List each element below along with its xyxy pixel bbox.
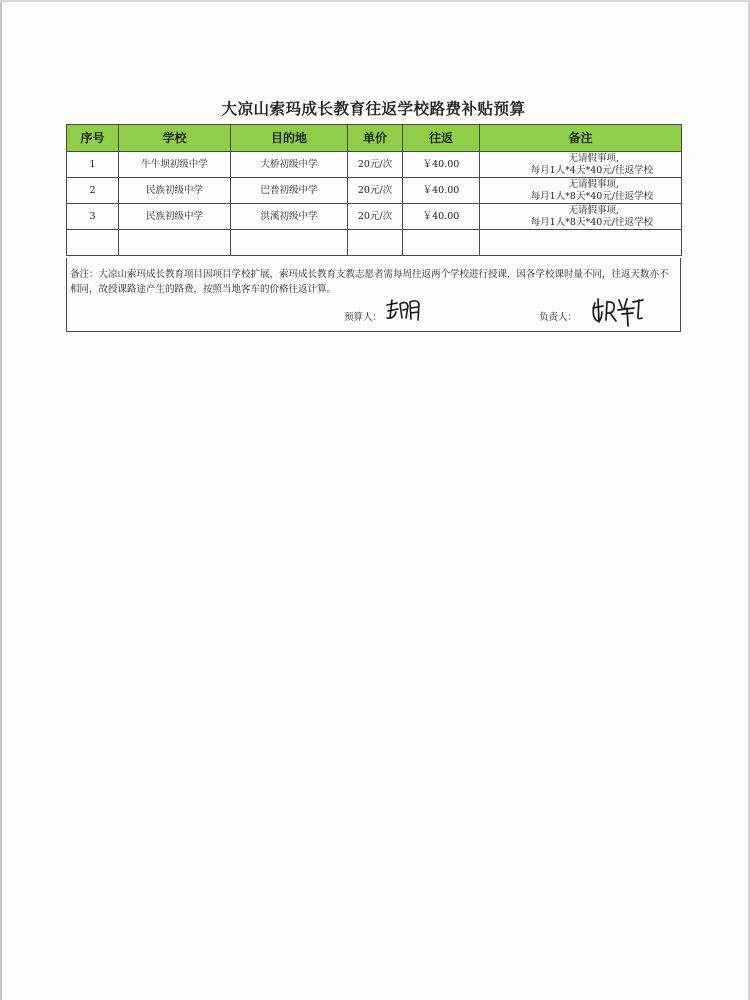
cell-no: 2 (67, 178, 119, 204)
cell-note (480, 152, 682, 178)
note-line-1: 无请假事项, (568, 178, 619, 190)
cell-empty (67, 230, 119, 256)
cell-empty (119, 230, 231, 256)
cell-school: 牛牛坝初级中学 (119, 152, 231, 178)
cell-school: 民族初级中学 (119, 204, 231, 230)
responsible-person-label: 负责人： (539, 312, 578, 323)
cell-empty (480, 230, 682, 256)
remark-text: 备注：大凉山索玛成长教育项目因项目学校扩展，索玛成长教育支教志愿者需每周往返两个学校进行授课，因各学校课时量不同，往返天数亦不相同，故授课路途产生的路费，按照当地客车的价格往返计算。 (70, 269, 669, 295)
header-note: 备注 (480, 125, 682, 152)
table-row (67, 204, 682, 230)
document-title: 大凉山索玛成长教育往返学校路费补贴预算 (221, 99, 526, 118)
cell-round-trip: ￥40.00 (403, 178, 480, 204)
cell-unit-price: 20元/次 (348, 204, 403, 230)
budget-table (66, 124, 682, 256)
remark-box (66, 258, 681, 332)
cell-empty (348, 230, 403, 256)
table-row (67, 178, 682, 204)
scan-edge-top (0, 0, 750, 2)
table-row (67, 152, 682, 178)
note-line-2: 每月1人*4天*40元/往返学校 (530, 164, 653, 176)
note-line-2: 每月1人*8天*40元/往返学校 (530, 190, 653, 202)
cell-unit-price: 20元/次 (348, 178, 403, 204)
cell-round-trip: ￥40.00 (403, 204, 480, 230)
cell-no: 1 (67, 152, 119, 178)
scan-edge-left (0, 0, 2, 1000)
header-school: 学校 (119, 125, 231, 152)
cell-empty (403, 230, 480, 256)
cell-no: 3 (67, 204, 119, 230)
cell-unit-price: 20元/次 (348, 152, 403, 178)
cell-empty (231, 230, 348, 256)
note-line-1: 无请假事项, (568, 152, 619, 164)
table-header-row (67, 125, 682, 152)
cell-note (480, 204, 682, 230)
note-line-2: 每月1人*8天*40元/往返学校 (530, 216, 653, 228)
cell-destination: 洪溪初级中学 (231, 204, 348, 230)
header-destination: 目的地 (231, 125, 348, 152)
budget-person-label: 预算人： (344, 312, 383, 323)
cell-round-trip: ￥40.00 (403, 152, 480, 178)
cell-school: 民族初级中学 (119, 178, 231, 204)
header-unit-price: 单价 (348, 125, 403, 152)
responsible-person-signature (589, 294, 651, 328)
table-row-empty (67, 230, 682, 256)
cell-destination: 大桥初级中学 (231, 152, 348, 178)
cell-note (480, 178, 682, 204)
cell-destination: 巴普初级中学 (231, 178, 348, 204)
note-line-1: 无请假事项, (568, 204, 619, 216)
header-round-trip: 往返 (403, 125, 480, 152)
header-no: 序号 (67, 125, 119, 152)
budget-person-signature (384, 296, 426, 322)
